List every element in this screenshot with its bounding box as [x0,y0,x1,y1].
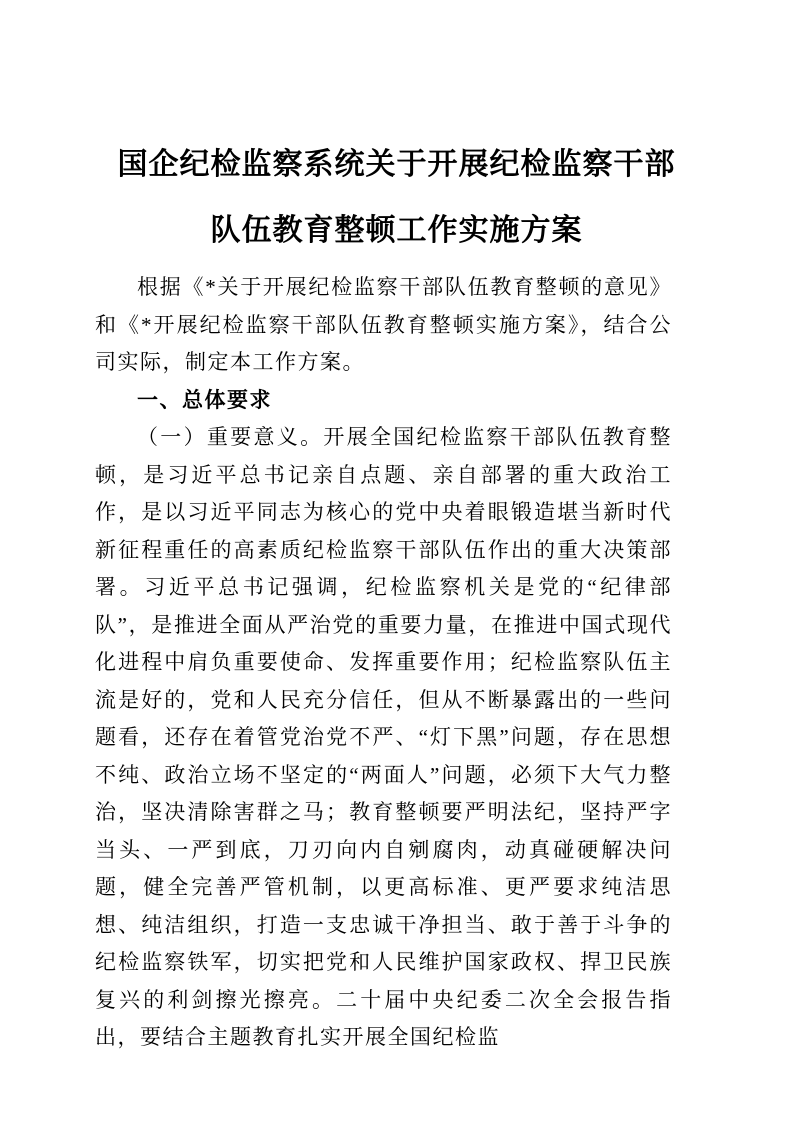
document-title-line-1: 国企纪检监察系统关于开展纪检监察干部 [117,148,676,181]
section-paragraph-important-significance: （一）重要意义。开展全国纪检监察干部队伍教育整顿，是习近平总书记亲自点题、亲自部署的重大政治工作，是以习近平同志为核心的党中央着眼锻造堪当新时代新征程重任的高素质纪检监察干部队伍作出的重大决策部署。习近平总书记强调，纪检监察机关是党的“纪律部队”，是推进全面从严治党的重要力量，在推进中国式现代化进程中肩负重要使命、发挥重要作用；纪检监察队伍主流是好的，党和人民充分信任，但从不断暴露出的一些问题看，还存在着管党治党不严、“灯下黑”问题，存在思想不纯、政治立场不坚定的“两面人”问题，必须下大气力整治，坚决清除害群之马；教育整顿要严明法纪，坚持严字当头、一严到底，刀刃向内自剜腐肉，动真碰硬解决问题，健全完善严管机制，以更高标准、更严要求纯洁思想、纯洁组织，打造一支忠诚干净担当、敢于善于斗争的纪检监察铁军，切实把党和人民维护国家政权、捍卫民族复兴的利剑擦光擦亮。二十届中央纪委二次全会报告指出，要结合主题教育扎实开展全国纪检监 [95,425,672,1049]
document-body [95,269,672,1057]
section-heading-overall-requirements: 一、总体要求 [137,387,272,412]
document-title-line-2: 队伍教育整顿工作实施方案 [210,214,583,247]
document-title [0,132,793,264]
intro-paragraph: 根据《*关于开展纪检监察干部队伍教育整顿的意见》和《*开展纪检监察干部队伍教育整顿实施方案》，结合公司实际，制定本工作方案。 [95,275,672,374]
